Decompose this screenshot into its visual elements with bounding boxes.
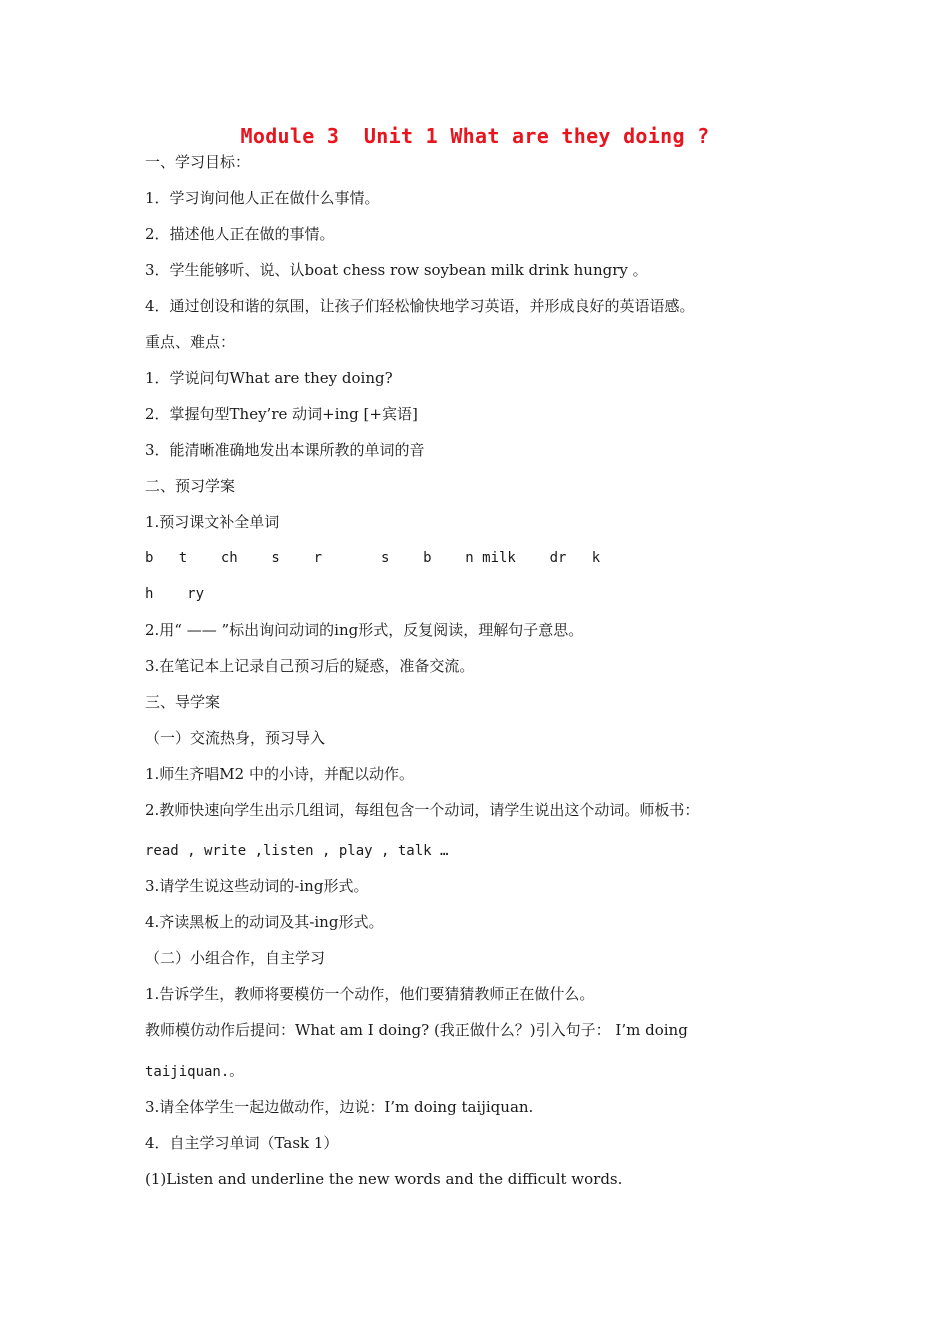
group-work-item-3: 3.请全体学生一起边做动作，边说：I’m doing taijiquan. [145, 1098, 534, 1116]
preview-item-2: 2.用“ —— ”标出询问动词的ing形式，反复阅读，理解句子意思。 [145, 621, 584, 639]
key-point-1: 1．学说问句What are they doing? [145, 369, 393, 387]
subsection-group-work: （二）小组合作，自主学习 [145, 949, 326, 967]
warmup-item-3: 3.请学生说这些动词的-ing形式。 [145, 877, 369, 895]
objective-item-4: 4．通过创设和谐的氛围，让孩子们轻松愉快地学习英语，并形成良好的英语语感。 [145, 297, 695, 315]
section-heading-preview: 二、预习学案 [145, 477, 236, 495]
section-heading-guide: 三、导学案 [145, 693, 221, 711]
objective-item-2: 2．描述他人正在做的事情。 [145, 225, 335, 243]
subsection-warmup: （一）交流热身，预习导入 [145, 729, 326, 747]
warmup-item-1: 1.师生齐唱M2 中的小诗，并配以动作。 [145, 765, 414, 783]
group-work-item-4: 4．自主学习单词（Task 1） [145, 1134, 339, 1152]
group-work-teacher-question: 教师模仿动作后提问：What am I doing? (我正做什么？)引入句子： I’m doing [145, 1021, 688, 1039]
warmup-item-4: 4.齐读黑板上的动词及其-ing形式。 [145, 913, 384, 931]
preview-item-3: 3.在笔记本上记录自己预习后的疑惑，准备交流。 [145, 657, 475, 675]
objective-item-3: 3．学生能够听、说、认boat chess row soybean milk drink hungry 。 [145, 261, 648, 279]
key-point-3: 3．能清晰准确地发出本课所教的单词的音 [145, 441, 425, 459]
section-heading-objectives: 一、学习目标： [145, 153, 251, 171]
preview-item-1: 1.预习课文补全单词 [145, 513, 280, 531]
group-work-item-1: 1.告诉学生，教师将要模仿一个动作，他们要猜猜教师正在做什么。 [145, 985, 595, 1003]
document-title: Module 3 Unit 1 What are they doing ? [240, 124, 710, 148]
verb-list: read , write ,listen , play , talk … [145, 843, 449, 859]
key-point-2: 2．掌握句型They’re 动词+ing [+宾语] [145, 405, 418, 423]
task-1-instruction: (1)Listen and underline the new words and the difficult words. [145, 1170, 623, 1188]
fill-in-words-row-1: b t ch s r s b n milk dr k [145, 550, 601, 566]
objective-item-1: 1．学习询问他人正在做什么事情。 [145, 189, 380, 207]
warmup-item-2: 2.教师快速向学生出示几组词，每组包含一个动词，请学生说出这个动词。师板书： [145, 801, 700, 819]
key-points-heading: 重点、难点： [145, 333, 236, 351]
group-work-continuation: taijiquan.。 [145, 1064, 244, 1080]
fill-in-words-row-2: h ry [145, 586, 205, 602]
